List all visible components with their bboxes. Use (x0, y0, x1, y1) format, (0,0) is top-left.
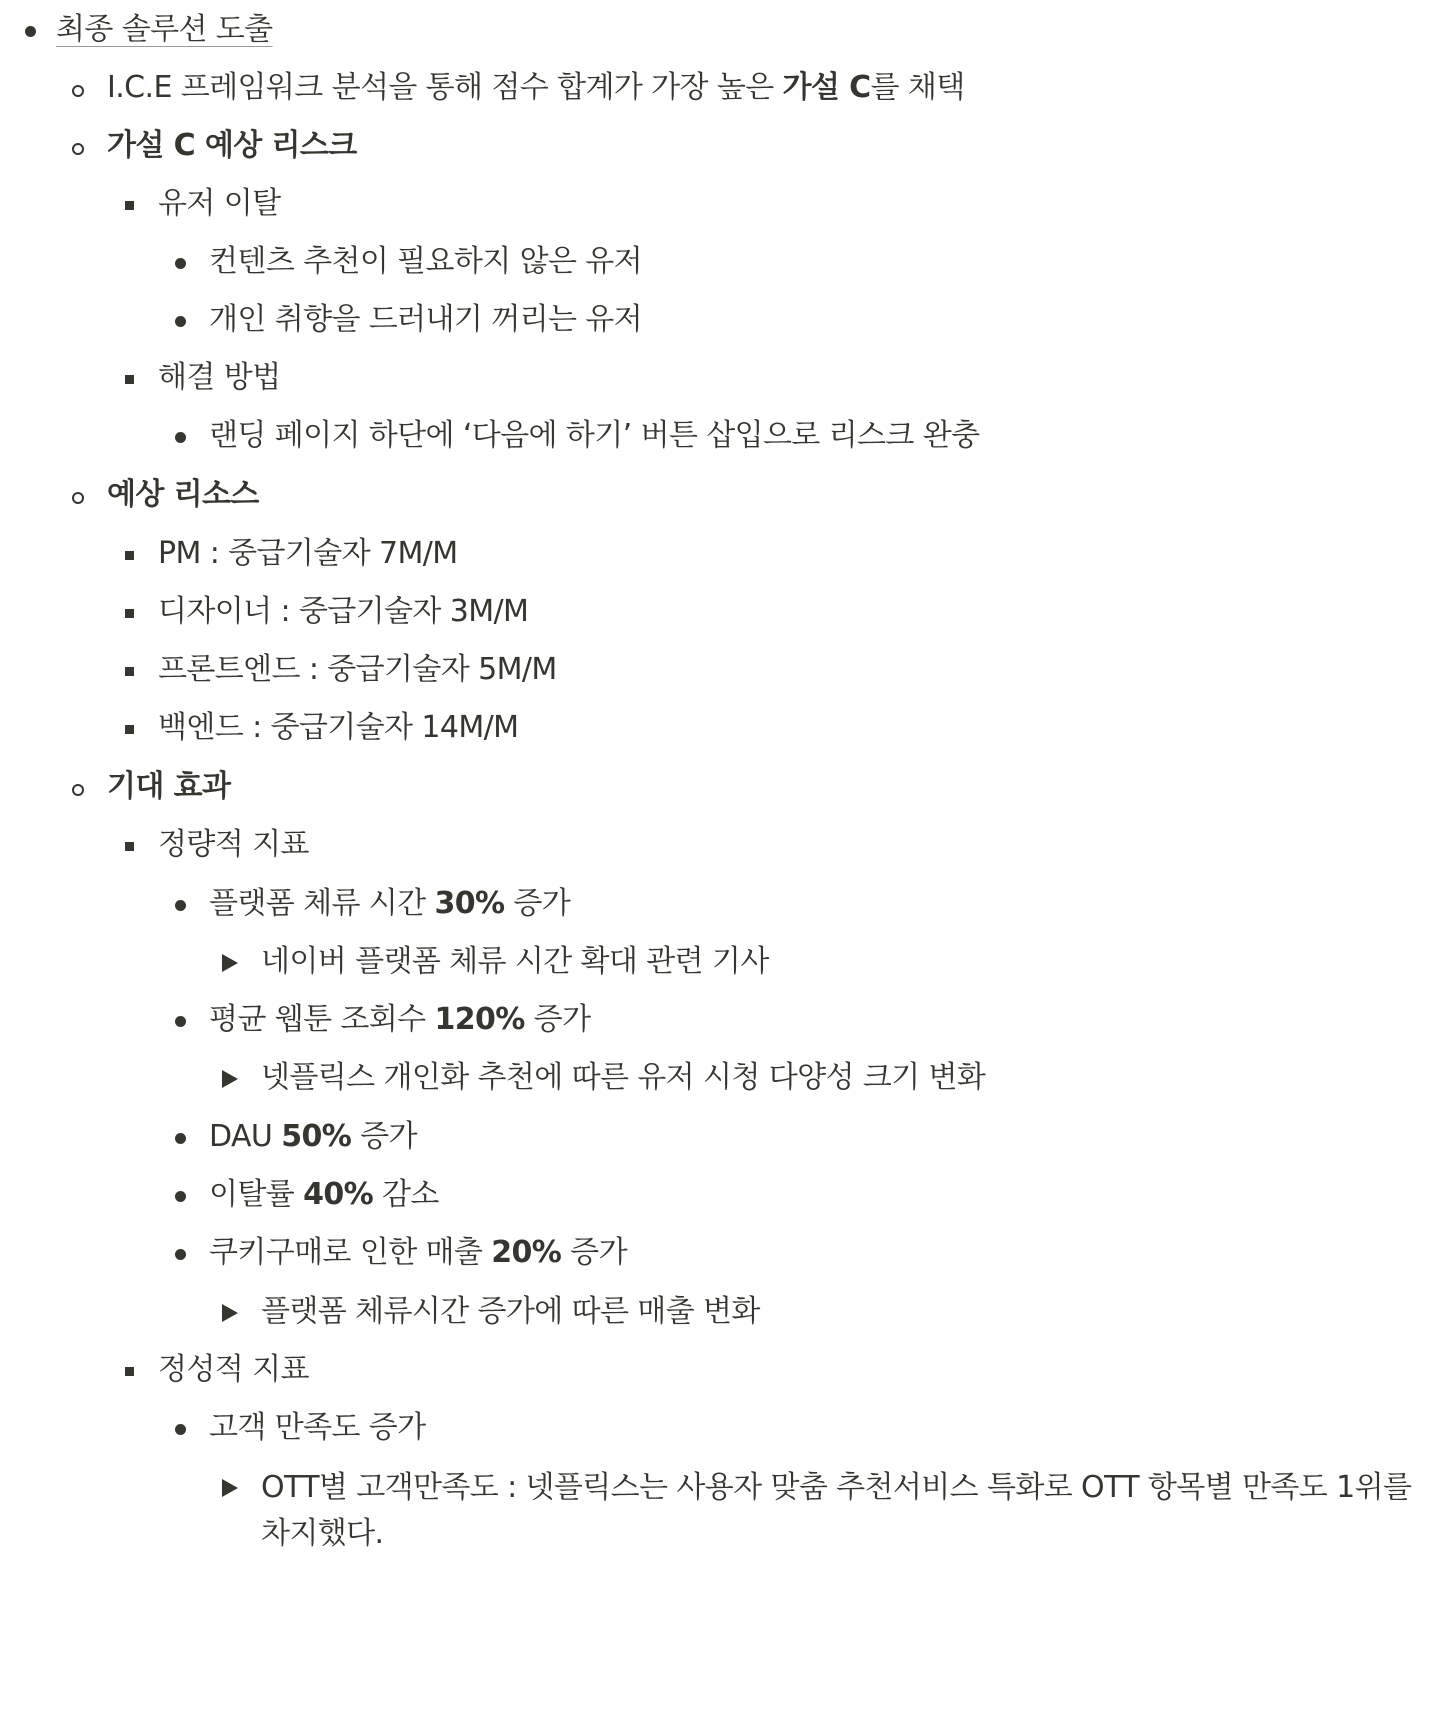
list-item (0, 817, 1430, 875)
bullet-disc-icon (175, 1249, 186, 1260)
list-item (0, 700, 1430, 758)
list-item (0, 1109, 1430, 1167)
list-item-text: 정성적 지표 (158, 1352, 309, 1387)
list-item (0, 60, 1430, 118)
subsection-heading: 가설 C 예상 리스크 (107, 128, 357, 163)
list-item-text: 백엔드 : 중급기술자 14M/M (158, 710, 519, 745)
bullet-disc-icon (175, 316, 186, 327)
subsection-heading: 예상 리소스 (107, 477, 259, 512)
list-item (0, 759, 1430, 817)
list-item-text: 디자이너 : 중급기술자 3M/M (158, 594, 529, 629)
toggle-triangle-icon[interactable] (222, 1304, 238, 1322)
list-item (0, 992, 1430, 1050)
list-item (0, 584, 1430, 642)
list-item (0, 642, 1430, 700)
list-item-text: PM : 중급기술자 7M/M (158, 536, 458, 571)
bullet-disc-icon (175, 432, 186, 443)
toggle-triangle-icon[interactable] (222, 954, 238, 972)
list-item (0, 118, 1430, 176)
bullet-disc-icon (25, 26, 36, 37)
bullet-square-icon (125, 551, 134, 560)
list-item-text: 평균 웹툰 조회수 120% 증가 (209, 1002, 591, 1037)
toggle-item-text: 넷플릭스 개인화 추천에 따른 유저 시청 다양성 크기 변화 (261, 1060, 986, 1095)
toggle-item[interactable] (0, 934, 1430, 992)
list-item-text: 플랫폼 체류 시간 30% 증가 (209, 886, 571, 921)
list-item (0, 1342, 1430, 1400)
toggle-item[interactable] (0, 1459, 1430, 1569)
bullet-disc-icon (175, 1424, 186, 1435)
list-item (0, 408, 1430, 466)
list-item-text: I.C.E 프레임워크 분석을 통해 점수 합계가 가장 높은 가설 C를 채택 (107, 70, 965, 105)
bullet-square-icon (125, 842, 134, 851)
list-item (0, 234, 1430, 292)
list-item-text: 정량적 지표 (158, 827, 309, 862)
bullet-square-icon (125, 201, 134, 210)
bullet-disc-icon (175, 258, 186, 269)
toggle-item[interactable] (0, 1284, 1430, 1342)
list-item-text: 이탈률 40% 감소 (209, 1177, 439, 1212)
bullet-disc-icon (175, 1016, 186, 1027)
list-item-text: 고객 만족도 증가 (209, 1410, 426, 1445)
subsection-heading: 기대 효과 (107, 769, 231, 804)
list-item (0, 876, 1430, 934)
list-item-text: 유저 이탈 (158, 186, 281, 221)
list-item-text: 해결 방법 (158, 360, 281, 395)
list-item-text: 랜딩 페이지 하단에 ‘다음에 하기’ 버튼 삽입으로 리스크 완충 (209, 418, 980, 453)
section-heading: 최종 솔루션 도출 (56, 12, 273, 47)
bullet-square-icon (125, 725, 134, 734)
list-item (0, 1225, 1430, 1283)
list-item (0, 292, 1430, 350)
toggle-item-text: OTT별 고객만족도 : 넷플릭스는 사용자 맞춤 추천서비스 특화로 OTT 항목별 만족도 1위를 차지했다. (261, 1470, 1412, 1551)
toggle-triangle-icon[interactable] (222, 1479, 238, 1497)
toggle-triangle-icon[interactable] (222, 1070, 238, 1088)
bullet-circle-icon (72, 784, 84, 796)
list-item-text: 프론트엔드 : 중급기술자 5M/M (158, 652, 557, 687)
list-item (0, 350, 1430, 408)
bullet-square-icon (125, 375, 134, 384)
bullet-square-icon (125, 1367, 134, 1376)
list-item (0, 526, 1430, 584)
list-item (0, 176, 1430, 234)
toggle-item-text: 플랫폼 체류시간 증가에 따른 매출 변화 (261, 1294, 760, 1329)
bullet-circle-icon (72, 143, 84, 155)
bullet-disc-icon (175, 1191, 186, 1202)
list-item (0, 2, 1430, 60)
list-item (0, 467, 1430, 525)
bullet-circle-icon (72, 492, 84, 504)
bullet-circle-icon (72, 85, 84, 97)
list-item (0, 1400, 1430, 1458)
bullet-disc-icon (175, 1133, 186, 1144)
list-item-text: DAU 50% 증가 (209, 1119, 417, 1154)
bullet-disc-icon (175, 900, 186, 911)
toggle-item[interactable] (0, 1050, 1430, 1108)
toggle-item-text: 네이버 플랫폼 체류 시간 확대 관련 기사 (261, 944, 769, 979)
bullet-square-icon (125, 609, 134, 618)
bullet-square-icon (125, 667, 134, 676)
list-item-text: 컨텐츠 추천이 필요하지 않은 유저 (209, 244, 643, 279)
list-item (0, 1167, 1430, 1225)
list-item-text: 개인 취향을 드러내기 꺼리는 유저 (209, 302, 643, 337)
list-item-text: 쿠키구매로 인한 매출 20% 증가 (209, 1235, 627, 1270)
